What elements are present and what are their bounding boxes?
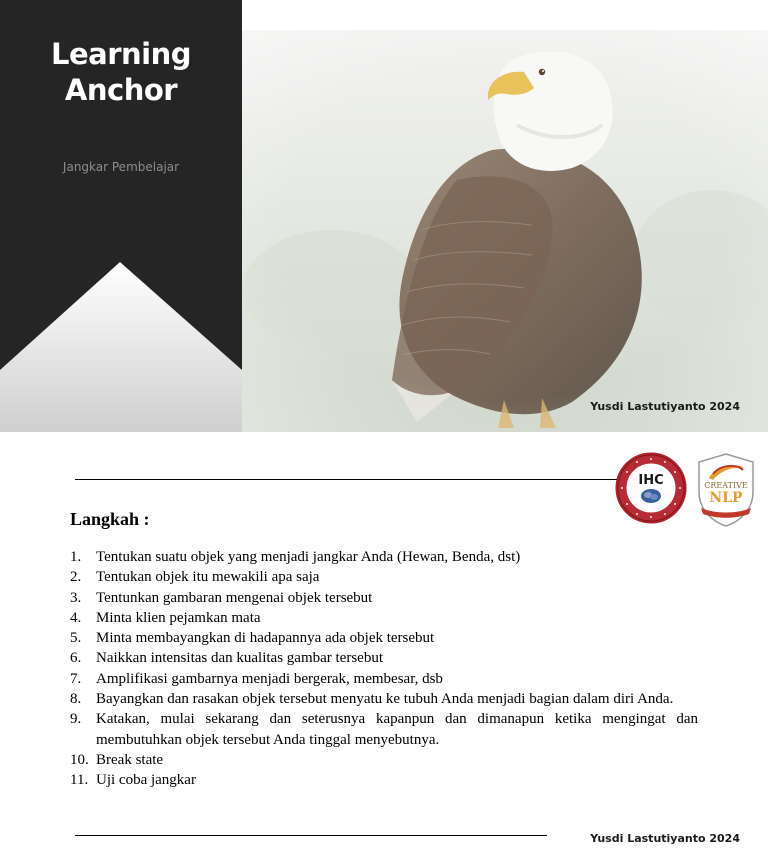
step-item (70, 608, 698, 628)
step-text: Minta membayangkan di hadapannya ada objek tersebut (96, 630, 435, 647)
step-number: 1. (70, 549, 82, 565)
creative-nlp-logo (695, 452, 757, 528)
bald-eagle-illustration (242, 30, 768, 432)
step-text: Naikkan intensitas dan kualitas gambar tersebut (96, 650, 383, 667)
eagle-photo (242, 30, 768, 432)
cover-title-line2: Anchor (64, 73, 178, 107)
step-number: 5. (70, 630, 82, 647)
step-number: 10. (70, 751, 89, 768)
ihc-logo-text: IHC (638, 473, 664, 488)
step-text: Bayangkan dan rasakan objek tersebut menyatu ke tubuh Anda menjadi bagian dalam diri Anda. (96, 691, 674, 708)
step-item (70, 567, 698, 587)
step-text: Tentukan objek itu mewakili apa saja (96, 569, 320, 586)
mountain-graphic (0, 262, 242, 432)
step-number: 7. (70, 670, 82, 687)
step-item (70, 648, 698, 668)
divider-bottom (75, 835, 547, 836)
step-item (70, 709, 698, 750)
step-number: 6. (70, 650, 82, 667)
cover-title-line1: Learning (50, 37, 191, 71)
step-text: Katakan, mulai sekarang dan seterusnya kapanpun dan dimanapun ketika mengingat dan membutuhkan objek tersebut Anda tinggal menyebutnya. (96, 711, 698, 748)
cover-subtitle: Jangkar Pembelajar (62, 160, 180, 174)
step-number: 9. (70, 711, 82, 728)
step-number: 8. (70, 691, 82, 708)
step-item (70, 770, 698, 790)
cover-side-panel (0, 0, 242, 432)
steps-list (70, 547, 698, 791)
step-text: Tentukan suatu objek yang menjadi jangkar Anda (Hewan, Benda, dst) (96, 549, 521, 565)
step-number: 2. (70, 569, 82, 586)
step-item (70, 669, 698, 689)
nlp-logo-main-text: NLP (709, 490, 743, 506)
cover-title (0, 36, 242, 108)
cover-credit: Yusdi Lastutiyanto 2024 (590, 400, 740, 413)
step-number: 4. (70, 609, 82, 626)
step-item (70, 628, 698, 648)
step-number: 11. (70, 772, 89, 789)
step-text: Tentunkan gambaran mengenai objek tersebut (96, 589, 373, 606)
step-text: Break state (96, 751, 164, 768)
step-number: 3. (70, 589, 82, 606)
step-item (70, 750, 698, 770)
step-text: Uji coba jangkar (96, 772, 196, 789)
step-item (70, 588, 698, 608)
footer-credit: Yusdi Lastutiyanto 2024 (590, 832, 740, 845)
step-text: Amplifikasi gambarnya menjadi bergerak, membesar, dsb (96, 670, 443, 687)
step-item (70, 547, 698, 567)
step-item (70, 689, 698, 709)
step-text: Minta klien pejamkan mata (96, 609, 261, 626)
steps-heading: Langkah : (70, 509, 150, 529)
ihc-logo (615, 452, 687, 524)
nlp-logo-top-text: CREATIVE (704, 481, 748, 490)
divider-top (75, 479, 620, 480)
